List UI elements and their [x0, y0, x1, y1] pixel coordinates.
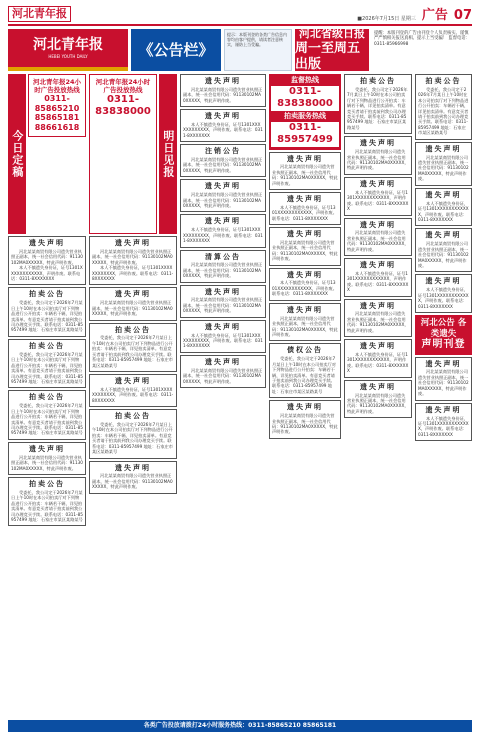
issue-date: ■2026年7月15日 星期三	[357, 15, 416, 22]
notice-decl	[8, 236, 86, 285]
notice-body: 河北某某商贸有限公司遗失营业执照正副本，统一社会信用代码：91130102MA0XXXXX，特此声明作废。	[183, 192, 263, 208]
notice-heading: 遗失声明	[115, 238, 151, 247]
notice-decl	[269, 400, 341, 439]
notice-cancel	[180, 144, 266, 177]
notice-heading: 拍卖公告	[29, 289, 65, 299]
notice-auction	[89, 323, 177, 372]
notice-body: 河北某某商贸有限公司遗失营业执照正副本，统一社会信用代码：91130102MA0XXXXX，特此声明作废。	[272, 164, 338, 186]
hotline-title: 河北青年报24小时广告投放热线	[32, 78, 82, 95]
notice-heading: 遗失声明	[425, 143, 462, 153]
notice-heading: 拍卖公告	[29, 392, 65, 402]
banner-title: 《公告栏》	[131, 29, 221, 71]
notice-decl	[180, 320, 266, 353]
notice-body: 本人不慎遗失身份证，证号1301XXXXXXXXXXXX，声明作废。联系电话：0311-8XXXXXXX	[418, 415, 469, 437]
notice-body: 本人不慎遗失身份证，证号1301XXXXXXXXXXXX，声明作废。联系电话：0311-8XXXXXXX	[418, 200, 469, 222]
notice-heading: 拍卖公告	[115, 324, 151, 334]
masthead-logo: 河北青年报	[8, 6, 71, 22]
notice-body: 河北某某商贸有限公司遗失营业执照正副本，统一社会信用代码：91130102MA0XXXXX，特此声明作废。	[183, 156, 263, 173]
notice-body: 受委托，我公司定于2026年7月某日上午10时在本公司拍卖厅对下列物品进行公开拍卖：车辆若干辆，详见拍卖清单。有意竞买者请于拍卖前到我公司办理竞买手续。联系电话：0311-85957499 地址：石家庄市某区某路某号	[11, 300, 83, 333]
promo-line-1: 河北公告 各类遗失	[420, 317, 467, 339]
notice-decl	[415, 403, 472, 442]
notice-heading: 清算公告	[205, 251, 241, 261]
banner-logo-text: 河北青年报	[33, 36, 103, 53]
notice-heading: 遗失声明	[360, 260, 396, 270]
notice-body: 河北某某商贸有限公司遗失营业执照正副本，统一社会信用代码：91130102MA0XXXXX，特此声明作废。	[92, 248, 173, 265]
notice-body: 受委托，我公司定于2026年7月某日上午10时在本公司拍卖厅对下列物品进行公开拍卖：车辆若干辆，详见拍卖清单。有意竞买者请于拍卖前到我公司办理竞买手续。联系电话：0311-85957499 地址：石家庄市某区某路某号	[11, 489, 83, 522]
notice-body: 河北某某商贸有限公司遗失营业执照正副本，统一社会信用代码：91130102MA0XXXXX，特此声明作废。	[418, 369, 469, 397]
notice-heading: 遗失声明	[360, 138, 396, 148]
notice-heading: 遗失声明	[115, 462, 151, 472]
notice-body: 本人不慎遗失身份证，证号1301XXXXXXXXXXXX，声明作废。联系电话：0311-8XXXXXXX	[418, 287, 469, 309]
notice-decl	[415, 357, 472, 401]
notice-body: 河北某某商贸有限公司遗失营业执照正副本，统一社会信用代码：91130102MA0XXXXX，特此声明作废。	[11, 454, 83, 471]
notice-debt	[269, 343, 341, 398]
promo-panel	[415, 315, 472, 355]
notice-heading: 遗失声明	[205, 356, 241, 366]
notice-body: 本人不慎遗失身份证，证号1301XXXXXXXXXXXX，声明作废。联系电话：0311-8XXXXXXX	[92, 265, 174, 282]
notice-auction	[8, 390, 86, 439]
notice-heading: 债权公告	[287, 345, 323, 355]
notice-body: 河北某某商贸有限公司遗失营业执照正副本，统一社会信用代码：91130102MA0XXXXX，特此声明作废。	[11, 248, 83, 265]
notice-decl	[415, 188, 472, 227]
notice-decl	[344, 177, 412, 216]
notice-heading: 注销公告	[205, 146, 241, 156]
page-number: 07	[453, 8, 472, 23]
dateline	[357, 9, 472, 22]
notice-body: 本人不慎遗失身份证，证号1301XXXXXXXXXXXX，声明作废。联系电话：0311-8XXXXXXX	[272, 280, 337, 297]
footer-banner: 各类广告投放请拨打24小时服务热线：0311-85865210 85865181	[8, 720, 472, 732]
notice-heading: 遗失声明	[115, 289, 151, 299]
notice-heading: 遗失声明	[425, 189, 462, 199]
notice-decl	[180, 214, 266, 247]
hotline-block	[8, 74, 86, 234]
side-label-right: 明日见报	[159, 74, 177, 234]
notice-decl	[269, 152, 341, 191]
phone-label: 监督热线	[291, 76, 319, 84]
notice-decl	[269, 268, 341, 301]
notice-decl	[344, 339, 412, 378]
notice-body: 河北某某商贸有限公司遗失营业执照正副本，统一社会信用代码：91130102MA0XXXXX，特此声明作废。	[272, 239, 338, 262]
notice-heading: 遗失声明	[205, 181, 241, 191]
notice-decl	[269, 227, 341, 266]
notice-decl	[180, 285, 266, 318]
notice-body: 河北某某商贸有限公司遗失营业执照正副本，统一社会信用代码：91130102MA0XXXXX，特此声明作废。	[272, 413, 338, 435]
notice-body: 河北某某商贸有限公司遗失营业执照正副本，统一社会信用代码：91130102MA0XXXXX，特此声明作废。	[92, 473, 173, 490]
notice-auction	[89, 409, 177, 458]
notice-heading: 遗失声明	[425, 358, 462, 368]
notice-heading: 遗失声明	[287, 304, 323, 314]
notice-heading: 遗失声明	[425, 230, 462, 240]
header-banner	[8, 26, 472, 72]
hotline-stack	[28, 74, 86, 234]
notice-body: 本人不慎遗失身份证，证号1301XXXXXXXXXXXX，声明作废。联系电话：0311-8XXXXXXX	[347, 351, 409, 374]
notice-body: 本人不慎遗失身份证，证号1301XXXXXXXXXXXX，声明作废。联系电话：0311-8XXXXXXX	[183, 332, 263, 349]
notice-body: 河北某某商贸有限公司遗失营业执照正副本，统一社会信用代码：91130102MA0XXXXX，特此声明作废。	[418, 241, 469, 268]
notice-heading: 遗失声明	[205, 286, 241, 296]
notice-heading: 遗失声明	[29, 238, 65, 247]
notice-heading: 遗失声明	[115, 376, 151, 386]
notice-decl	[89, 374, 177, 407]
notice-body: 本人不慎遗失身份证，证号1301XXXXXXXXXXXX，声明作废。联系电话：0311-8XXXXXXX	[11, 265, 83, 282]
notice-heading: 遗失声明	[205, 321, 241, 331]
notice-body: 本人不慎遗失身份证，证号1301XXXXXXXXXXXX，声明作废。联系电话：0311-8XXXXXXX	[272, 204, 337, 221]
notice-heading: 拍卖公告	[425, 76, 462, 85]
notice-decl	[8, 442, 86, 475]
notice-decl	[344, 380, 412, 419]
column-1	[8, 74, 86, 720]
notice-heading: 遗失声明	[287, 229, 323, 239]
hotline-number: 0311-	[44, 94, 70, 104]
banner-big-1: 河北省级日报	[299, 26, 365, 40]
notice-auction	[344, 74, 412, 134]
notice-body: 河北某某商贸有限公司遗失营业执照正副本，统一社会信用代码：91130102MA0XXXXX，特此声明作废。	[347, 392, 409, 414]
notice-decl	[180, 179, 266, 212]
notice-decl	[344, 258, 412, 297]
notice-decl	[180, 355, 266, 388]
column-2	[89, 74, 177, 720]
hotline-title: 河北青年报24小时广告投放热线	[95, 78, 151, 95]
notice-decl	[89, 236, 177, 285]
notice-body: 本人不慎遗失身份证，证号1301XXXXXXXXXXXX，声明作废。联系电话：0311-8XXXXXXX	[347, 189, 409, 212]
notice-heading: 拍卖公告	[29, 478, 65, 488]
banner-hint: 提醒：本版刊登的广告由刊登个人负责核实。谨慎严严慎相关报送真相。提示上当受骗！ 监督电话：0311-85966998	[374, 31, 470, 47]
hotline-block-2	[89, 74, 177, 234]
notice-decl	[344, 136, 412, 175]
hotline-box-2	[89, 74, 157, 234]
side-label-left: 今日定稿	[8, 74, 26, 234]
notice-auction	[8, 287, 86, 336]
hotline-box-1	[28, 74, 86, 137]
column-6	[415, 74, 472, 720]
notice-body: 受委托，我公司定于2026年7月某日上午10时在本公司拍卖厅对下列物品进行公开拍卖：车辆若干辆，详见拍卖清单。有意竞买者请于拍卖前到我公司办理竞买手续。联系电话：0311-85957499 地址：石家庄市某区某路某号	[92, 335, 173, 368]
notice-body: 河北某某商贸有限公司遗失营业执照正副本，统一社会信用代码：91130102MA0XXXXX，特此声明作废。	[347, 149, 409, 171]
notice-decl	[415, 142, 472, 186]
hotline-number: 85865210	[34, 103, 80, 113]
notice-clear	[180, 250, 266, 283]
notice-body: 受委托，我公司定于2026年7月某日上午10时在本公司拍卖厅对下列物品进行公开拍卖：车辆若干辆，详见拍卖清单。有意竞买者请于拍卖前到我公司办理竞买手续。联系电话：0311-85957499 地址：石家庄市某区某路某号	[272, 356, 336, 394]
notice-heading: 遗失声明	[287, 194, 323, 204]
notice-decl	[269, 192, 341, 225]
notice-decl	[180, 74, 266, 107]
notice-heading: 遗失声明	[205, 76, 241, 85]
phone-number: 0311-85957499	[271, 122, 339, 147]
notice-heading: 遗失声明	[360, 219, 396, 229]
notice-body: 受委托，我公司定于2026年7月某日上午10时在本公司拍卖厅对下列物品进行公开拍卖：车辆若干辆，详见拍卖清单。有意竞买者请于拍卖前到我公司办理竞买手续。联系电话：0311-85957499 地址：石家庄市某区某路某号	[92, 421, 173, 455]
content-columns	[8, 74, 472, 720]
column-3	[180, 74, 266, 720]
notice-decl	[269, 303, 341, 342]
supervision-hotline	[269, 74, 341, 150]
notice-heading: 遗失声明	[360, 341, 396, 351]
notice-heading: 拍卖公告	[360, 76, 396, 85]
notice-body: 河北某某商贸有限公司遗失营业执照正副本，统一社会信用代码：91130102MA0XXXXX，特此声明作废。	[272, 315, 338, 337]
notice-heading: 遗失声明	[425, 404, 462, 414]
notice-body: 河北某某商贸有限公司遗失营业执照正副本，统一社会信用代码：91130102MA0XXXXX，特此声明作废。	[92, 300, 173, 317]
notice-body: 河北某某商贸有限公司遗失营业执照正副本，统一社会信用代码：91130102MA0XXXXX，特此声明作废。	[347, 311, 409, 333]
hotline-number: 88661618	[34, 123, 80, 133]
phone-number: 0311-83838000	[271, 86, 339, 111]
notice-body: 河北某某商贸有限公司遗失营业执照正副本，统一社会信用代码：91130102MA0XXXXX，特此声明作废。	[347, 230, 409, 252]
notice-heading: 遗失声明	[287, 153, 323, 163]
banner-big-2: 周一至周五出版	[295, 40, 361, 72]
notice-decl	[180, 109, 266, 142]
promo-line-2: 声明刊登	[421, 339, 466, 351]
notice-body: 河北某某商贸有限公司遗失营业执照正副本，统一社会信用代码：91130102MA0XXXXX，特此声明作废。	[183, 367, 263, 384]
notice-heading: 遗失声明	[360, 381, 396, 391]
notice-auction	[8, 339, 86, 388]
notice-body: 河北某某商贸有限公司遗失营业执照正副本，统一社会信用代码：91130102MA0XXXXX，特此声明作废。	[183, 262, 263, 279]
notice-heading: 遗失声明	[287, 402, 323, 412]
notice-heading: 遗失声明	[360, 178, 396, 188]
notice-decl	[89, 461, 177, 494]
notice-decl	[415, 228, 472, 272]
notice-heading: 遗失声明	[205, 216, 241, 226]
notice-body: 河北某某商贸有限公司遗失营业执照正副本，统一社会信用代码：91130102MA0XXXXX，特此声明作废。	[183, 297, 263, 314]
section-title: 广告	[421, 8, 448, 23]
phone-label: 拍卖服务热线	[284, 111, 326, 120]
notice-body: 本人不慎遗失身份证，证号1301XXXXXXXXXXXX，声明作废。联系电话：0311-8XXXXXXX	[183, 121, 263, 138]
column-4	[269, 74, 341, 720]
column-5	[344, 74, 412, 720]
notice-body: 受委托，我公司定于2026年7月某日上午10时在本公司拍卖厅对下列物品进行公开拍卖：车辆若干辆，详见拍卖清单。有意竞买者请于拍卖前到我公司办理竞买手续。联系电话：0311-85957499 地址：石家庄市某区某路某号	[418, 86, 469, 136]
notice-body: 河北某某商贸有限公司遗失营业执照正副本，统一社会信用代码：91130102MA0XXXXX，特此声明作废。	[183, 86, 263, 103]
banner-logo	[8, 29, 128, 71]
notice-heading: 遗失声明	[360, 300, 396, 310]
banner-logo-sub: HEBEI YOUTH DAILY	[48, 54, 88, 60]
notice-decl	[344, 299, 412, 338]
notice-body: 受委托，我公司定于2026年7月某日上午10时在本公司拍卖厅对下列物品进行公开拍卖：车辆若干辆，详见拍卖清单。有意竞买者请于拍卖前到我公司办理竞买手续。联系电话：0311-85957499 地址：石家庄市某区某路某号	[11, 351, 83, 384]
hotline-number: 0311- 83838000	[95, 94, 151, 118]
notice-heading: 遗失声明	[29, 443, 65, 453]
notice-body: 本人不慎遗失身份证，证号1301XXXXXXXXXXXX，声明作废。联系电话：0311-8XXXXXXX	[92, 386, 174, 403]
notice-heading: 拍卖公告	[115, 411, 151, 421]
hotline-number: 85865181	[34, 113, 80, 123]
top-bar	[8, 6, 472, 26]
notice-heading: 遗失声明	[287, 269, 323, 279]
notice-auction	[415, 74, 472, 140]
banner-publish-info	[295, 26, 369, 72]
notice-heading: 遗失声明	[205, 111, 241, 121]
notice-body: 受委托，我公司定于2026年7月某日上午10时在本公司拍卖厅对下列物品进行公开拍卖：车辆若干辆，详见拍卖清单。有意竞买者请于拍卖前到我公司办理竞买手续。联系电话：0311-85957499 地址：石家庄市某区某路某号	[11, 403, 83, 436]
notice-decl	[344, 218, 412, 257]
notice-heading: 拍卖公告	[29, 340, 65, 350]
notice-body: 受委托，我公司定于2026年7月某日上午10时在本公司拍卖厅对下列物品进行公开拍卖：车辆若干辆，详见拍卖清单。有意竞买者请于拍卖前到我公司办理竞买手续。联系电话：0311-85957499 地址：石家庄市某区某路某号	[347, 86, 408, 130]
notice-auction	[8, 477, 86, 526]
notice-body: 本人不慎遗失身份证，证号1301XXXXXXXXXXXX，声明作废。联系电话：0311-8XXXXXXX	[183, 227, 263, 244]
notice-decl	[415, 274, 472, 313]
banner-note: 提示：本版刊登的各类广告信息内容均由客户提供，请读者注意核实，谨防上当受骗。	[224, 29, 292, 71]
notice-body: 河北某某商贸有限公司遗失营业执照正副本，统一社会信用代码：91130102MA0XXXXX，特此声明作废。	[418, 154, 469, 182]
notice-body: 本人不慎遗失身份证，证号1301XXXXXXXXXXXX，声明作废。联系电话：0311-8XXXXXXX	[347, 270, 409, 293]
notice-decl	[89, 287, 177, 320]
hotline-stack-2	[89, 74, 157, 234]
notice-heading: 遗失声明	[425, 276, 462, 286]
